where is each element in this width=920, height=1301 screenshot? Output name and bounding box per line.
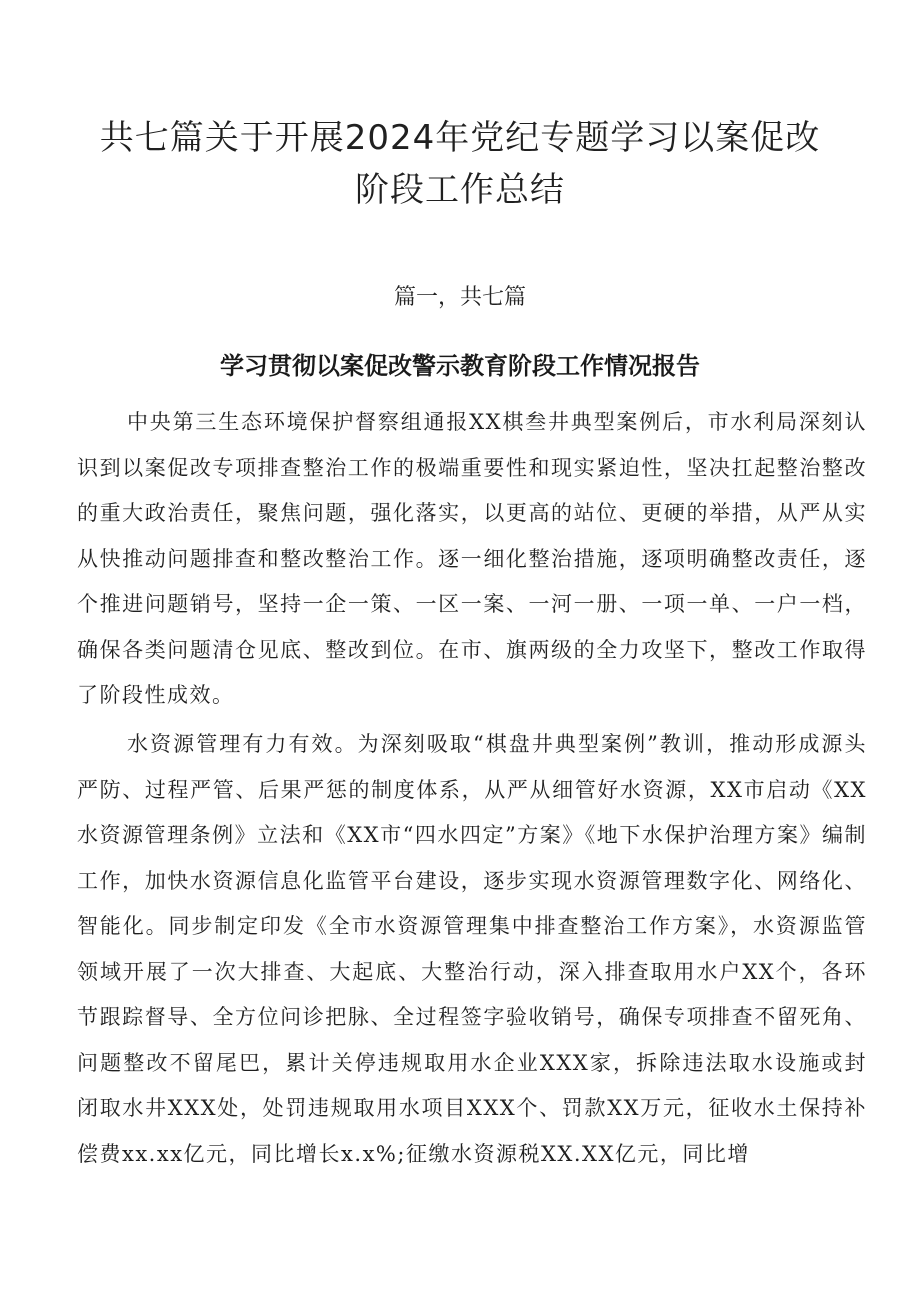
report-title: 学习贯彻以案促改警示教育阶段工作情况报告 (220, 352, 700, 380)
document-title: 共七篇关于开展2024年党纪专题学习以案促改阶段工作总结 (99, 118, 821, 210)
body-paragraph-2: 水资源管理有力有效。为深刻吸取“棋盘井典型案例”教训，推动形成源头严防、过程严管、后果严惩的制度体系，从严从细管好水资源，XX市启动《XX水资源管理条例》立法和《XX市“四水四定”方案》《地下水保护治理方案》编制工作，加快水资源信息化监管平台建设，逐步实现水资源管理数字化、网络化、智能化。同步制定印发《全市水资源管理集中排查整治工作方案》，水资源监管领域开展了一次大排查、大起底、大整治行动，深入排查取用水户XX个，各环节跟踪督导、全方位问诊把脉、全过程签字验收销号，确保专项排查不留死角、问题整改不留尾巴，累计关停违规取用水企业XXX家，拆除违法取水设施或封闭取水井XXX处，处罚违规取用水项目XXX个、罚款XX万元，征收水土保持补偿费xx.xx亿元，同比增长x.x%;征缴水资源税XX.XX亿元，同比增 (77, 732, 867, 1166)
body-paragraph-1: 中央第三生态环境保护督察组通报XX棋叁井典型案例后，市水利局深刻认识到以案促改专项排查整治工作的极端重要性和现实紧迫性，坚决扛起整治整改的重大政治责任，聚焦问题，强化落实，以更高的站位、更硬的举措，从严从实从快推动问题排查和整改整治工作。逐一细化整治措施，逐项明确整改责任，逐个推进问题销号，坚持一企一策、一区一案、一河一册、一项一单、一户一档，确保各类问题清仓见底、整改到位。在市、旗两级的全力攻坚下，整改工作取得了阶段性成效。 (77, 410, 867, 707)
part-label: 篇一，共七篇 (393, 285, 526, 310)
